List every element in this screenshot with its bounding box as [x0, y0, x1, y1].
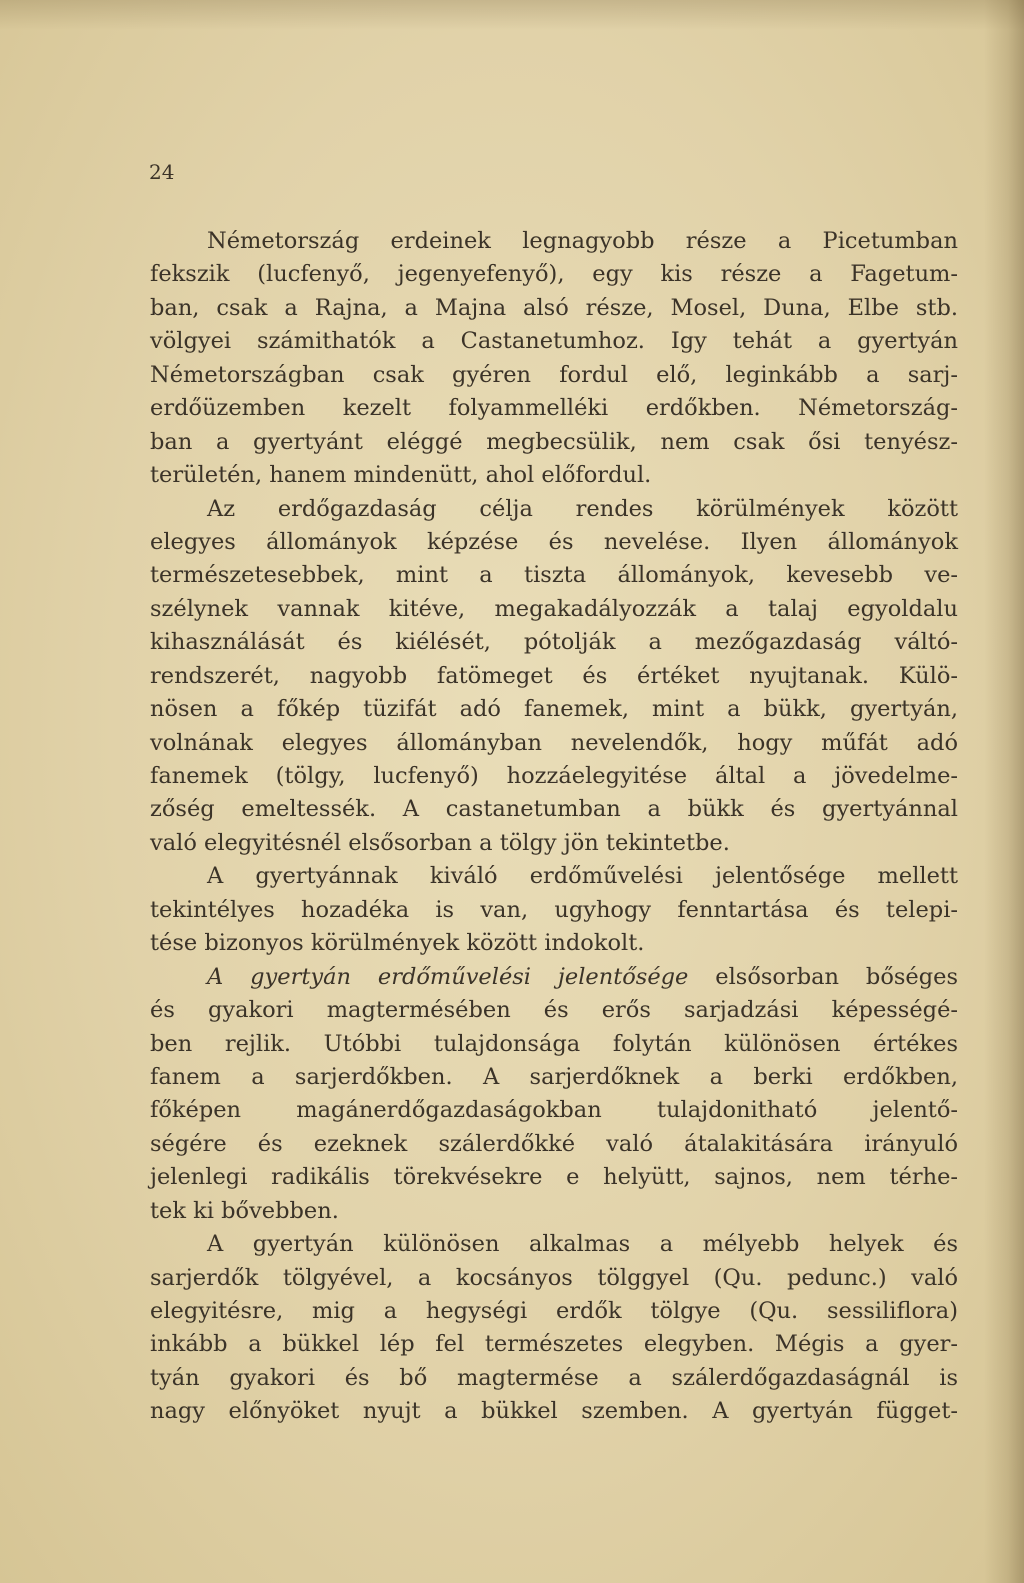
text-line: Németországban csak gyéren fordul elő, leginkább a sarj- [150, 361, 958, 388]
text-line: elegyitésre, mig a hegységi erdők tölgye (Qu. sessiliflora) [150, 1298, 958, 1324]
page-top-shadow [0, 0, 1024, 30]
text-line: tek ki bővebben. [150, 1197, 339, 1224]
text-line [150, 961, 958, 994]
text-line: természetesebbek, mint a tiszta állományok, kevesebb ve- [150, 562, 958, 589]
text-line: ban, csak a Rajna, a Majna alsó része, Mosel, Duna, Elbe stb. [150, 294, 958, 321]
text-line: Az erdőgazdaság célja rendes körülmények között [207, 495, 958, 522]
text-line: területén, hanem mindenütt, ahol előfordul. [150, 462, 652, 489]
text-line: szélynek vannak kitéve, megakadályozzák a talaj egyoldalu [150, 595, 958, 622]
text-line: inkább a bükkel lép fel természetes elegyben. Mégis a gyer- [150, 1331, 958, 1358]
text-line: jelenlegi radikális törekvésekre e helyütt, sajnos, nem térhe- [150, 1164, 958, 1191]
text-line: kihasználását és kiélését, pótolják a mezőgazdaság váltó- [150, 629, 958, 656]
text-line: ban a gyertyánt eléggé megbecsülik, nem csak ősi tenyész- [150, 428, 958, 455]
italic-phrase: A gyertyán erdőművelési jelentősége [207, 963, 689, 990]
text-line: és gyakori magtermésében és erős sarjadzási képességé- [150, 997, 958, 1024]
text-line: ben rejlik. Utóbbi tulajdonsága folytán különösen értékes [150, 1030, 958, 1057]
text-line: fanemek (tölgy, lucfenyő) hozzáelegyitése által a jövedelme- [150, 763, 958, 789]
page-number: 24 [149, 160, 175, 184]
text-line: fanem a sarjerdőkben. A sarjerdőknek a berki erdőkben, [150, 1063, 958, 1090]
text-line: tése bizonyos körülmények között indokolt. [150, 930, 645, 957]
page-edge-shadow [984, 0, 1024, 1583]
text-line: erdőüzemben kezelt folyammelléki erdőkben. Németország- [150, 395, 958, 422]
text-line: ségére és ezeknek szálerdőkké való átalakitására irányuló [150, 1130, 958, 1157]
text-line: sarjerdők tölgyével, a kocsányos tölggyel (Qu. pedunc.) való [150, 1264, 958, 1291]
text-line: A gyertyánnak kiváló erdőművelési jelentősége mellett [207, 863, 958, 890]
text-line: volnának elegyes állományban nevelendők, hogy műfát adó [150, 729, 958, 756]
text-line: tyán gyakori és bő magtermése a szálerdőgazdaságnál is [150, 1364, 958, 1391]
text-line: nagy előnyöket nyujt a bükkel szemben. A gyertyán függet- [150, 1398, 958, 1425]
text-line: Németország erdeinek legnagyobb része a Picetumban [207, 228, 958, 254]
body-text [150, 225, 958, 1429]
text-line: tekintélyes hozadéka is van, ugyhogy fenntartása és telepi- [150, 896, 958, 923]
text-line: nösen a főkép tüzifát adó fanemek, mint a bükk, gyertyán, [150, 696, 958, 723]
text-line: főképen magánerdőgazdaságokban tulajdonitható jelentő- [150, 1097, 958, 1124]
text-line: elegyes állományok képzése és nevelése. Ilyen állományok [150, 528, 958, 555]
text-line: zőség emeltessék. A castanetumban a bükk és gyertyánnal [150, 796, 958, 823]
text-line: való elegyitésnél elsősorban a tölgy jön tekintetbe. [150, 829, 730, 856]
text-segment: elsősorban bőséges [688, 963, 958, 990]
text-line: fekszik (lucfenyő, jegenyefenyő), egy kis része a Fagetum- [150, 261, 958, 288]
text-line: rendszerét, nagyobb fatömeget és értéket nyujtanak. Külö- [150, 662, 958, 689]
text-line: A gyertyán különösen alkalmas a mélyebb helyek és [207, 1231, 958, 1258]
text-line: völgyei számithatók a Castanetumhoz. Igy tehát a gyertyán [150, 328, 958, 355]
